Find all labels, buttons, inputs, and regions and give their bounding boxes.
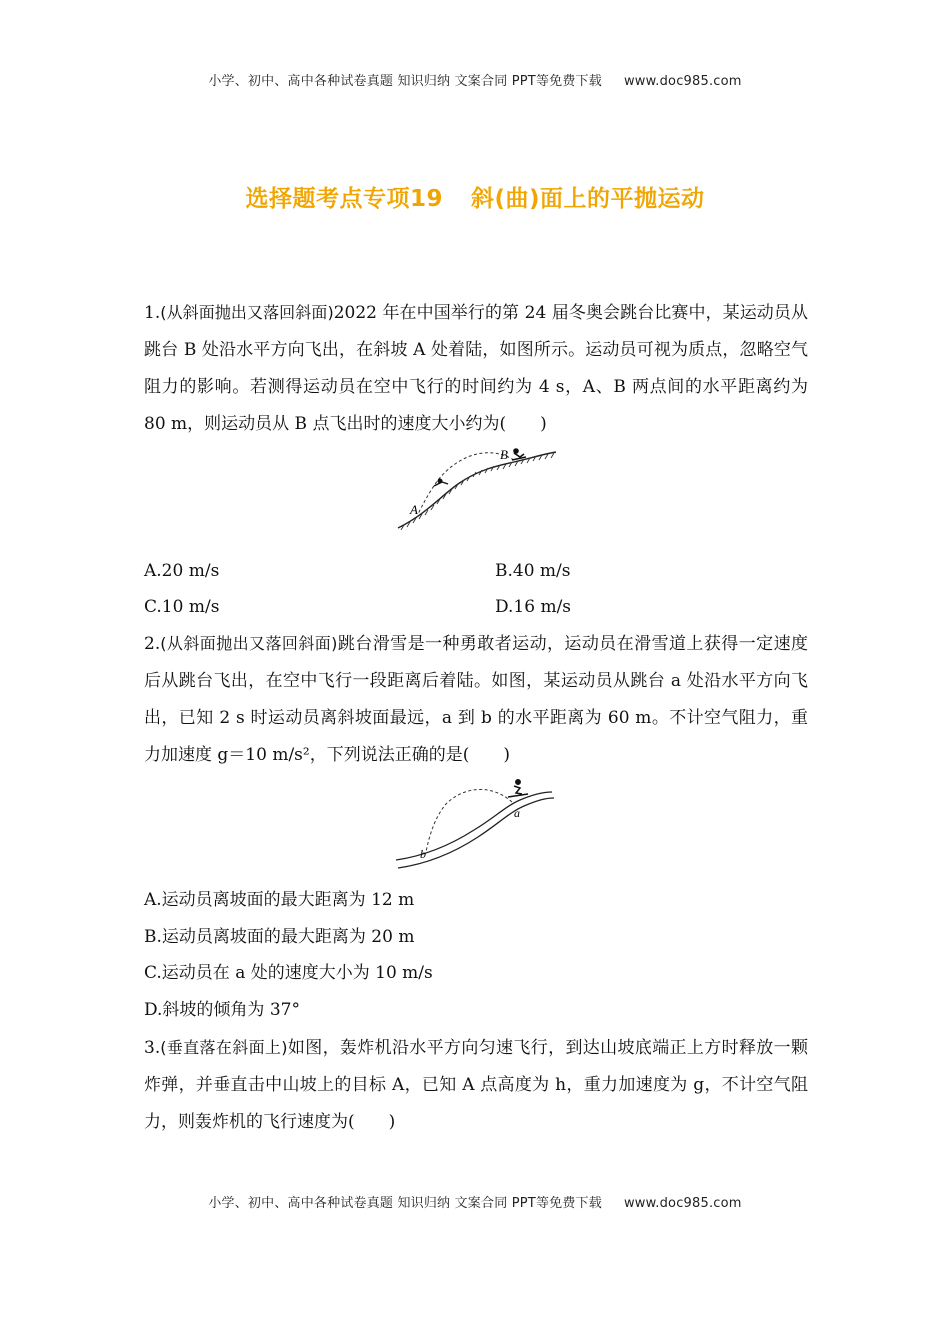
- question-2: [144, 625, 808, 774]
- question-3-body: 如图，轰炸机沿水平方向匀速飞行，到达山坡底端正上方时释放一颗炸弹，并垂直击中山坡上的目标 A，已知 A 点高度为 h，重力加速度为 g，不计空气阻力，则轰炸机的飞行速度为( ): [144, 1038, 808, 1132]
- footer-text: 小学、初中、高中各种试卷真题 知识归纳 文案合同 PPT等免费下载: [208, 1196, 602, 1211]
- question-3-text: [144, 1029, 808, 1141]
- question-2-option-c[interactable]: C.运动员在 a 处的速度大小为 10 m/s: [144, 963, 433, 983]
- figure-1-label-a: A: [410, 502, 418, 517]
- question-1-tag: (从斜面抛出又落回斜面): [160, 303, 334, 322]
- figure-1-label-b: B: [500, 447, 508, 462]
- question-1-body: 2022 年在中国举行的第 24 届冬奥会跳台比赛中，某运动员从跳台 B 处沿水平方向飞出，在斜坡 A 处着陆，如图所示。运动员可视为质点，忽略空气阻力的影响。若测得运动员在空中飞行的时间约为 4 s，A、B 两点间的水平距离约为 80 m，则运动员从 B 点飞出时的速度大小约为( ): [144, 303, 808, 434]
- figure-1-skier-b: [512, 449, 526, 460]
- title-sub: 斜(曲)面上的平抛运动: [470, 186, 705, 212]
- question-2-number: 2.: [144, 634, 161, 654]
- question-3: [144, 1029, 808, 1141]
- page-footer: [0, 1192, 950, 1211]
- question-3-number: 3.: [144, 1038, 161, 1058]
- question-1-number: 1.: [144, 303, 161, 323]
- figure-1-slope-hatch: [401, 453, 554, 530]
- question-1: [144, 294, 808, 443]
- question-1-text: [144, 294, 808, 443]
- header-site-link[interactable]: www.doc985.com: [623, 74, 742, 89]
- question-2-option-d[interactable]: D.斜坡的倾角为 37°: [144, 1000, 300, 1020]
- question-2-body: 跳台滑雪是一种勇敢者运动，运动员在滑雪道上获得一定速度后从跳台飞出，在空中飞行一段距离后着陆。如图，某运动员从跳台 a 处沿水平方向飞出，已知 2 s 时运动员离斜坡面最远，a 到 b 的水平距离为 60 m。不计空气阻力，重力加速度 g＝10 m/s²，下列说法正确的是( ): [144, 634, 808, 765]
- question-2-option-a[interactable]: A.运动员离坡面的最大距离为 12 m: [144, 890, 415, 910]
- figure-1-slope-line: [398, 452, 556, 528]
- figure-1-ski-slope: [396, 444, 560, 530]
- header-text: 小学、初中、高中各种试卷真题 知识归纳 文案合同 PPT等免费下载: [208, 74, 602, 89]
- footer-site-link[interactable]: www.doc985.com: [623, 1196, 742, 1211]
- figure-2-label-a: a: [514, 806, 520, 820]
- question-1-option-b[interactable]: B.40 m/s: [495, 561, 571, 581]
- question-2-option-b[interactable]: B.运动员离坡面的最大距离为 20 m: [144, 927, 415, 947]
- question-1-option-c[interactable]: C.10 m/s: [144, 597, 220, 617]
- question-1-option-a[interactable]: A.20 m/s: [144, 561, 220, 581]
- question-2-text: [144, 625, 808, 774]
- question-2-tag: (从斜面抛出又落回斜面): [160, 634, 338, 653]
- figure-2-ski-slope: [394, 774, 556, 870]
- question-3-tag: (垂直落在斜面上): [160, 1038, 288, 1057]
- figure-2-label-b: b: [420, 847, 426, 861]
- title-main: 选择题考点专项19: [245, 186, 443, 212]
- page-header: [0, 70, 950, 89]
- figure-2-skier: [508, 780, 528, 797]
- question-1-option-d[interactable]: D.16 m/s: [495, 597, 572, 617]
- page-title: [0, 180, 950, 213]
